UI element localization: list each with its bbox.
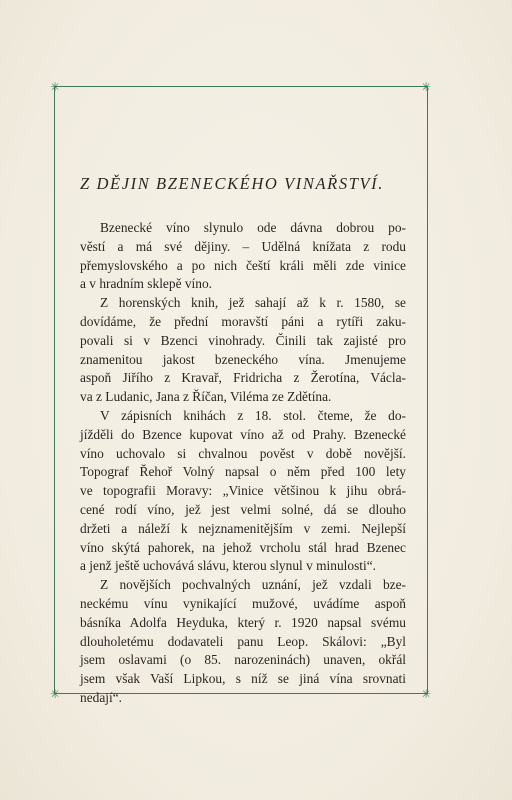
corner-star-icon: ✳: [421, 687, 432, 701]
text-line: Z horenských knih, jež sahají až k r. 1580, se: [100, 295, 406, 311]
text-line: a v hradním sklepě víno.: [80, 276, 213, 292]
text-line: dlouholetému dodavateli panu Leop. Skálovi: „Byl: [80, 633, 406, 649]
text-line: aspoň Jiřího z Kravař, Fridricha z Žerotína, Václa-: [80, 370, 406, 386]
text-line: va z Ludanic, Jana z Říčan, Viléma ze Zdětína.: [80, 389, 332, 405]
text-line: věstí a má své dějiny. – Udělná knížata z rodu: [80, 238, 406, 254]
text-line: ve topografii Moravy: „Vinice většinou k jihu obrá-: [80, 483, 406, 499]
text-line: víno uchovalo si chvalnou pověst v době novější.: [80, 445, 406, 461]
text-line: jížděli do Bzence kupovat víno až od Prahy. Bzenecké: [80, 426, 406, 442]
text-line: a jenž ještě uchovává slávu, kterou slynul v minulosti“.: [80, 558, 377, 574]
text-line: držeti a náleží k nejznamenitějším v zemi. Nejlepší: [80, 520, 406, 536]
text-line: znamenitou jakost bzeneckého vína. Jmenujeme: [80, 351, 406, 367]
text-line: jsem oslavami (o 85. narozeninách) unaven, okřál: [80, 652, 406, 668]
corner-star-icon: ✳: [50, 687, 61, 701]
text-line: přemyslovského a po nich čeští králi měli zde vinice: [80, 257, 406, 273]
text-line: víno skýtá pahorek, na jehož vrcholu stál hrad Bzenec: [80, 539, 406, 555]
corner-star-icon: ✳: [421, 80, 432, 94]
text-line: Bzenecké víno slynulo ode dávna dobrou po-: [100, 220, 406, 235]
body-text: [80, 219, 406, 708]
corner-star-icon: ✳: [50, 80, 61, 94]
text-line: dovídáme, že přední moravští páni a rytíři zaku-: [80, 313, 406, 329]
text-line: básníka Adolfa Heyduka, který r. 1920 napsal svému: [80, 614, 406, 630]
text-line: cené rodí víno, jež jest velmi solné, dá se dlouho: [80, 501, 406, 517]
text-line: jsem však Vaší Lipkou, s níž se jiná vína srovnati: [80, 671, 406, 687]
text-line: povali si v Bzenci vinohrady. Činili tak zajisté pro: [80, 332, 406, 348]
page-title: Z DĚJIN BZENECKÉHO VINAŘSTVÍ.: [80, 174, 384, 193]
text-line: Topograf Řehoř Volný napsal o něm před 100 lety: [80, 464, 406, 480]
text-line: nedají“.: [80, 689, 123, 705]
text-line: Z novějších pochvalných uznání, jež vzdali bze-: [100, 577, 406, 593]
text-line: V zápisních knihách z 18. stol. čteme, že do-: [100, 407, 406, 423]
text-line: neckému vínu vynikající mužové, uvádíme aspoň: [80, 595, 406, 611]
